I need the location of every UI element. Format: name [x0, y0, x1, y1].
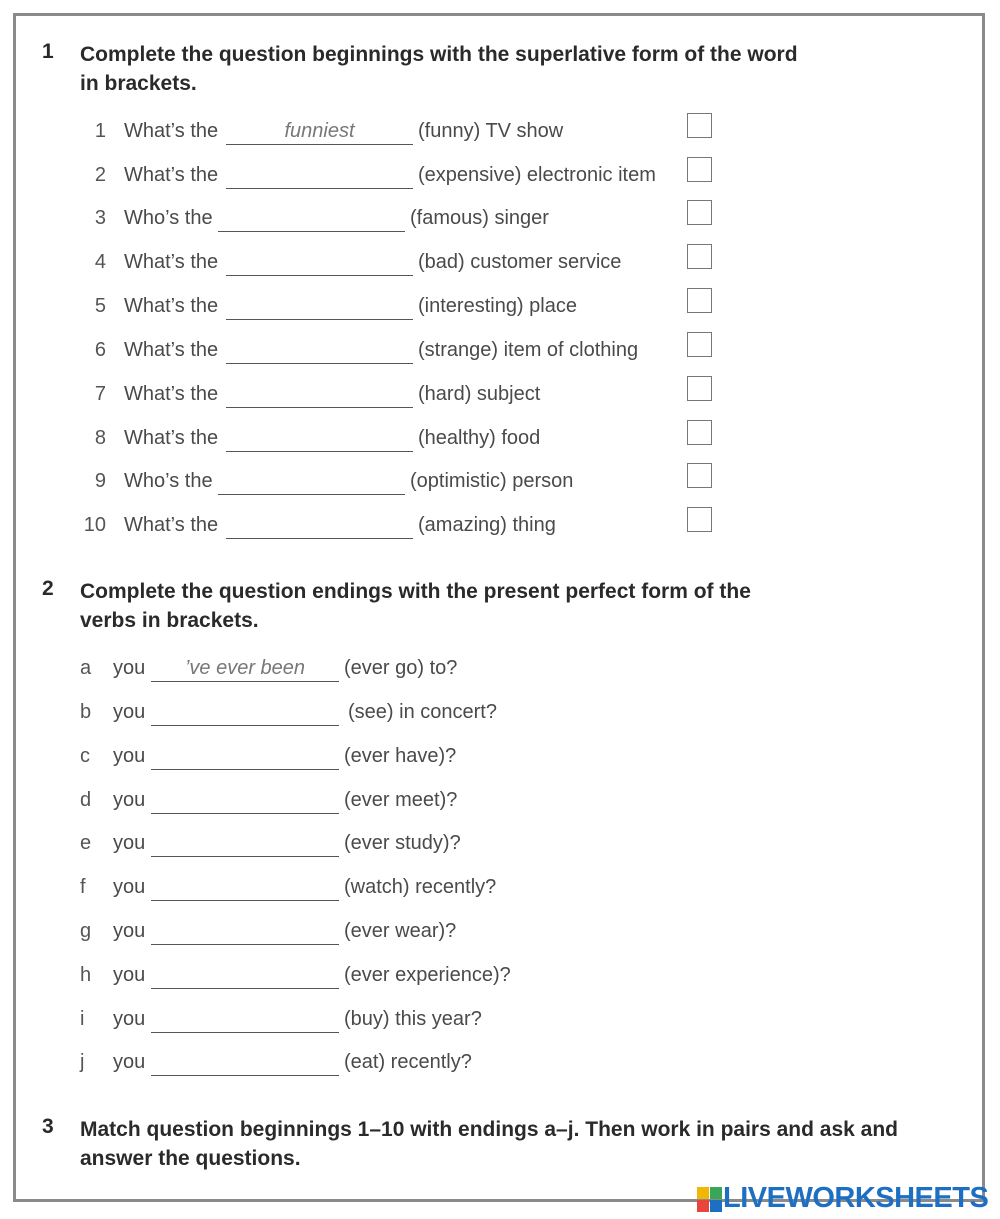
- exercise-1-item: [0, 383, 1000, 413]
- item-number: 9: [94, 470, 106, 492]
- exercise-2-item: [0, 832, 1000, 862]
- match-checkbox[interactable]: [687, 244, 712, 269]
- exercise-1-number: 1: [42, 40, 54, 63]
- item-hint: (optimistic) person: [410, 470, 574, 492]
- item-number: 6: [94, 339, 106, 361]
- item-lead: you: [113, 876, 146, 898]
- item-letter: e: [80, 832, 92, 854]
- item-lead: you: [113, 701, 146, 723]
- item-hint: (watch) recently?: [344, 876, 497, 898]
- answer-blank[interactable]: [218, 207, 405, 232]
- item-lead: you: [113, 789, 146, 811]
- item-letter: a: [80, 657, 92, 679]
- match-checkbox[interactable]: [687, 157, 712, 182]
- logo-block: [697, 1200, 709, 1212]
- item-lead: you: [113, 745, 146, 767]
- exercise-2-item: [0, 789, 1000, 819]
- answer-blank[interactable]: [151, 876, 339, 901]
- item-hint: (amazing) thing: [418, 514, 556, 536]
- item-lead: Who’s the: [124, 470, 213, 492]
- match-checkbox[interactable]: [687, 463, 712, 488]
- match-checkbox[interactable]: [687, 113, 712, 138]
- item-lead: you: [113, 920, 146, 942]
- answer-blank[interactable]: [226, 164, 413, 189]
- item-lead: What’s the: [124, 251, 219, 273]
- exercise-1-item: [0, 295, 1000, 325]
- item-letter: g: [80, 920, 92, 942]
- item-hint: (ever go) to?: [344, 657, 458, 679]
- item-hint: (bad) customer service: [418, 251, 622, 273]
- answer-blank[interactable]: [151, 1008, 339, 1033]
- item-hint: (ever experience)?: [344, 964, 511, 986]
- item-number: 10: [83, 514, 106, 536]
- item-lead: What’s the: [124, 164, 219, 186]
- item-hint: (famous) singer: [410, 207, 549, 229]
- answer-blank[interactable]: [151, 1051, 339, 1076]
- exercise-2-item: [0, 876, 1000, 906]
- exercise-3-instruction: Match question beginnings 1–10 with endings a–j. Then work in pairs and ask and answer the questions.: [80, 1118, 898, 1170]
- exercise-2-item: [0, 1051, 1000, 1081]
- exercise-2-item: [0, 1008, 1000, 1038]
- answer-blank[interactable]: [218, 470, 405, 495]
- exercise-1-item: [0, 120, 1000, 150]
- item-lead: you: [113, 1008, 146, 1030]
- item-lead: What’s the: [124, 339, 219, 361]
- item-hint: (see) in concert?: [348, 701, 497, 723]
- item-letter: c: [80, 745, 90, 767]
- item-lead: What’s the: [124, 120, 219, 142]
- item-number: 4: [94, 251, 106, 273]
- item-number: 1: [94, 120, 106, 142]
- item-letter: j: [80, 1051, 85, 1073]
- liveworksheets-logo: [697, 1181, 992, 1217]
- logo-blocks-icon: [697, 1187, 723, 1213]
- match-checkbox[interactable]: [687, 376, 712, 401]
- exercise-2-instruction: Complete the question endings with the present perfect form of the verbs in brackets.: [80, 580, 751, 632]
- item-lead: you: [113, 832, 146, 854]
- item-lead: you: [113, 964, 146, 986]
- answer-blank[interactable]: [151, 964, 339, 989]
- answer-blank[interactable]: [151, 789, 339, 814]
- match-checkbox[interactable]: [687, 507, 712, 532]
- logo-block: [710, 1200, 722, 1212]
- answer-blank[interactable]: [226, 383, 413, 408]
- exercise-3-number: 3: [42, 1115, 54, 1138]
- item-number: 7: [94, 383, 106, 405]
- answer-blank[interactable]: ’ve ever been: [151, 657, 339, 682]
- exercise-2-item: [0, 657, 1000, 687]
- item-hint: (buy) this year?: [344, 1008, 482, 1030]
- answer-blank[interactable]: funniest: [226, 120, 413, 145]
- item-hint: (interesting) place: [418, 295, 577, 317]
- answer-blank[interactable]: [226, 339, 413, 364]
- exercise-1-item: [0, 470, 1000, 500]
- item-hint: (ever have)?: [344, 745, 457, 767]
- item-lead: you: [113, 657, 146, 679]
- exercise-2-item: [0, 745, 1000, 775]
- exercise-1-instruction: Complete the question beginnings with the superlative form of the word in brackets.: [80, 43, 798, 95]
- item-hint: (healthy) food: [418, 427, 541, 449]
- exercise-2-item: [0, 920, 1000, 950]
- exercise-2-item: [0, 701, 1000, 731]
- item-number: 2: [94, 164, 106, 186]
- exercise-1-item: [0, 339, 1000, 369]
- item-hint: (hard) subject: [418, 383, 541, 405]
- item-number: 8: [94, 427, 106, 449]
- item-lead: What’s the: [124, 427, 219, 449]
- item-letter: h: [80, 964, 92, 986]
- item-hint: (ever meet)?: [344, 789, 458, 811]
- item-letter: f: [80, 876, 86, 898]
- item-hint: (ever wear)?: [344, 920, 457, 942]
- answer-blank[interactable]: [226, 251, 413, 276]
- answer-blank[interactable]: [226, 514, 413, 539]
- answer-blank[interactable]: [151, 745, 339, 770]
- exercise-2-number: 2: [42, 577, 54, 600]
- logo-text: LIVEWORKSHEETS: [723, 1182, 989, 1214]
- logo-block: [697, 1187, 709, 1199]
- match-checkbox[interactable]: [687, 288, 712, 313]
- item-lead: you: [113, 1051, 146, 1073]
- item-lead: What’s the: [124, 295, 219, 317]
- item-lead: What’s the: [124, 514, 219, 536]
- answer-blank[interactable]: [151, 701, 339, 726]
- exercise-1-item: [0, 207, 1000, 237]
- exercise-1-item: [0, 514, 1000, 544]
- item-letter: i: [80, 1008, 85, 1030]
- answer-blank[interactable]: [226, 295, 413, 320]
- exercise-1-item: [0, 427, 1000, 457]
- match-checkbox[interactable]: [687, 420, 712, 445]
- answer-blank[interactable]: [151, 920, 339, 945]
- item-hint: (expensive) electronic item: [418, 164, 656, 186]
- item-lead: What’s the: [124, 383, 219, 405]
- answer-blank[interactable]: [226, 427, 413, 452]
- answer-blank[interactable]: [151, 832, 339, 857]
- match-checkbox[interactable]: [687, 200, 712, 225]
- item-hint: (funny) TV show: [418, 120, 564, 142]
- exercise-2-item: [0, 964, 1000, 994]
- item-hint: (strange) item of clothing: [418, 339, 639, 361]
- item-hint: (ever study)?: [344, 832, 461, 854]
- item-number: 5: [94, 295, 106, 317]
- item-lead: Who’s the: [124, 207, 213, 229]
- item-letter: b: [80, 701, 92, 723]
- match-checkbox[interactable]: [687, 332, 712, 357]
- exercise-1-item: [0, 251, 1000, 281]
- exercise-1-item: [0, 164, 1000, 194]
- logo-block: [710, 1187, 722, 1199]
- item-hint: (eat) recently?: [344, 1051, 472, 1073]
- item-letter: d: [80, 789, 92, 811]
- item-number: 3: [94, 207, 106, 229]
